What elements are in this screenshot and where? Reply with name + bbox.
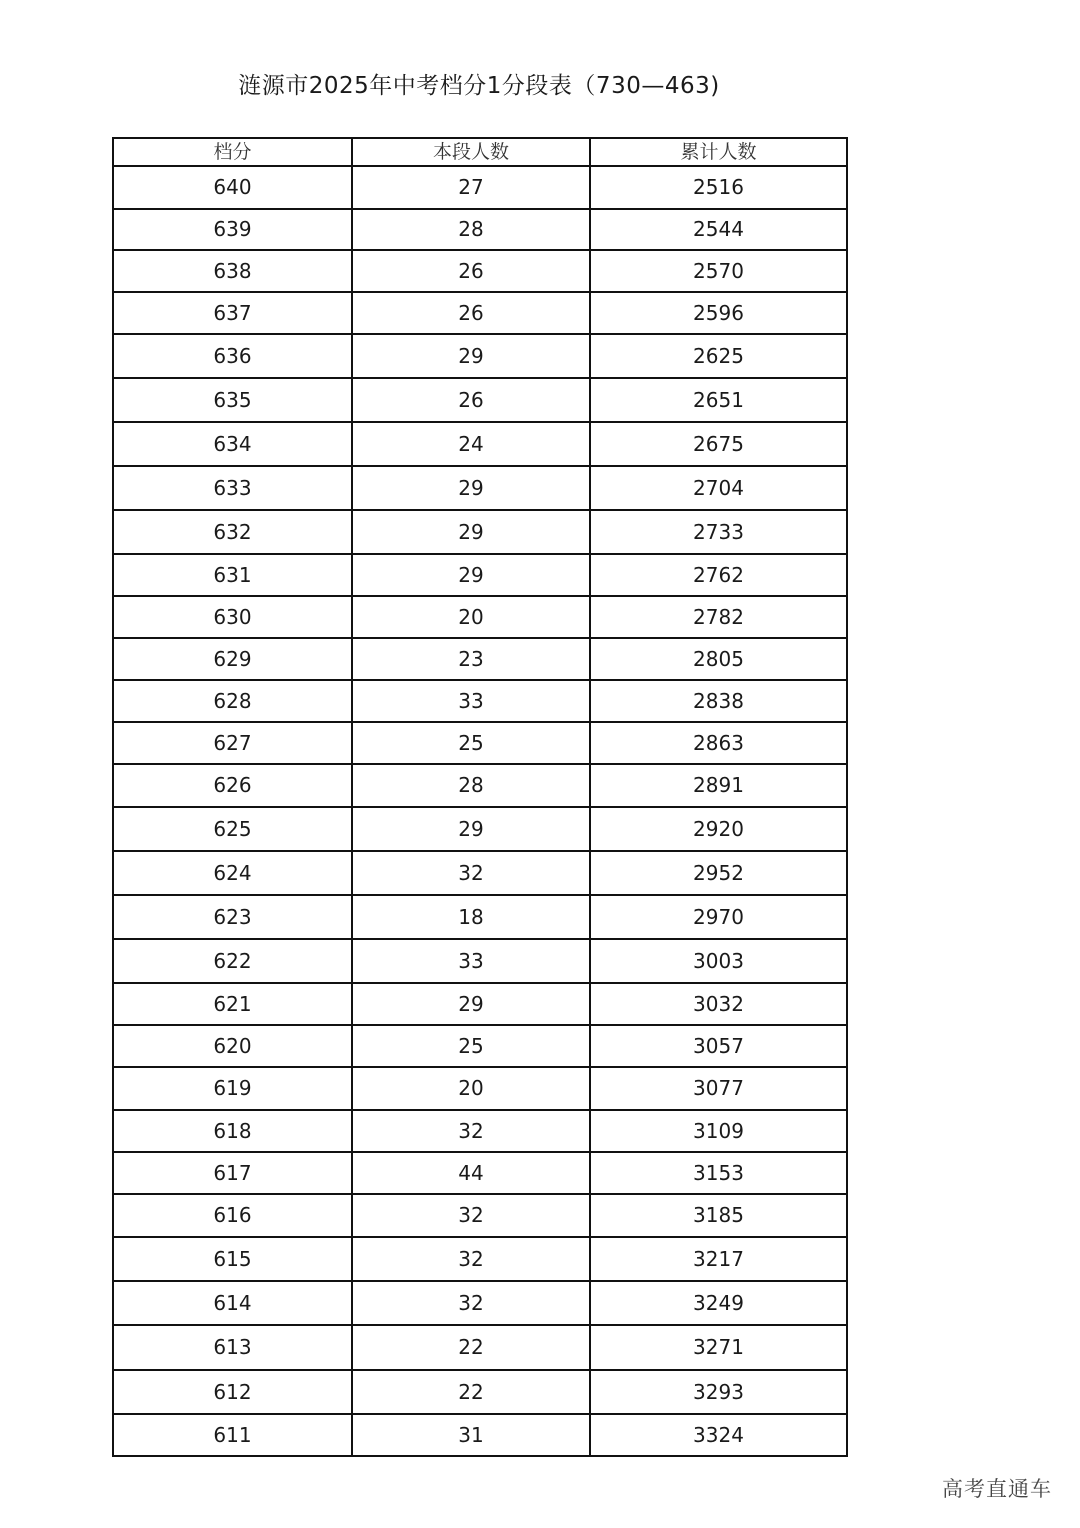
cell-segment-count: 18	[352, 895, 590, 939]
cell-segment-count: 20	[352, 596, 590, 638]
table-row	[113, 851, 847, 895]
cell-score: 618	[113, 1110, 352, 1152]
cell-segment-count: 27	[352, 166, 590, 209]
cell-cumulative-count: 2675	[590, 422, 847, 466]
cell-cumulative-count: 2838	[590, 680, 847, 722]
cell-cumulative-count: 3057	[590, 1025, 847, 1067]
cell-cumulative-count: 3324	[590, 1414, 847, 1456]
cell-segment-count: 29	[352, 466, 590, 510]
cell-score: 632	[113, 510, 352, 554]
cell-segment-count: 32	[352, 1237, 590, 1281]
cell-score: 634	[113, 422, 352, 466]
cell-score: 626	[113, 764, 352, 807]
cell-segment-count: 20	[352, 1067, 590, 1110]
cell-cumulative-count: 3153	[590, 1152, 847, 1194]
cell-score: 628	[113, 680, 352, 722]
cell-cumulative-count: 2952	[590, 851, 847, 895]
cell-segment-count: 29	[352, 554, 590, 596]
table-row	[113, 638, 847, 680]
cell-cumulative-count: 3217	[590, 1237, 847, 1281]
cell-cumulative-count: 2704	[590, 466, 847, 510]
table-row	[113, 1110, 847, 1152]
table-row	[113, 983, 847, 1025]
table-row	[113, 1025, 847, 1067]
cell-segment-count: 24	[352, 422, 590, 466]
cell-cumulative-count: 2920	[590, 807, 847, 851]
cell-segment-count: 29	[352, 334, 590, 378]
table-row	[113, 292, 847, 334]
page-title: 涟源市2025年中考档分1分段表（730—463)	[238, 73, 720, 99]
cell-cumulative-count: 2596	[590, 292, 847, 334]
cell-cumulative-count: 3185	[590, 1194, 847, 1237]
cell-cumulative-count: 3293	[590, 1370, 847, 1414]
cell-segment-count: 33	[352, 680, 590, 722]
cell-cumulative-count: 2762	[590, 554, 847, 596]
cell-score: 624	[113, 851, 352, 895]
cell-cumulative-count: 2625	[590, 334, 847, 378]
cell-score: 639	[113, 209, 352, 250]
cell-score: 627	[113, 722, 352, 764]
cell-cumulative-count: 3032	[590, 983, 847, 1025]
cell-score: 631	[113, 554, 352, 596]
cell-score: 640	[113, 166, 352, 209]
cell-score: 638	[113, 250, 352, 292]
cell-cumulative-count: 3109	[590, 1110, 847, 1152]
cell-score: 614	[113, 1281, 352, 1325]
table-row	[113, 422, 847, 466]
table-body	[113, 166, 847, 1456]
table-row	[113, 250, 847, 292]
cell-cumulative-count: 2782	[590, 596, 847, 638]
cell-cumulative-count: 3003	[590, 939, 847, 983]
cell-cumulative-count: 2863	[590, 722, 847, 764]
cell-score: 615	[113, 1237, 352, 1281]
table-row	[113, 1325, 847, 1370]
cell-cumulative-count: 2544	[590, 209, 847, 250]
cell-score: 616	[113, 1194, 352, 1237]
cell-score: 619	[113, 1067, 352, 1110]
table-row	[113, 1067, 847, 1110]
cell-cumulative-count: 2516	[590, 166, 847, 209]
table-row	[113, 596, 847, 638]
cell-segment-count: 31	[352, 1414, 590, 1456]
cell-score: 625	[113, 807, 352, 851]
table-row	[113, 554, 847, 596]
column-header-cumulative-count: 累计人数	[590, 138, 847, 166]
cell-score: 621	[113, 983, 352, 1025]
cell-score: 623	[113, 895, 352, 939]
table-row	[113, 764, 847, 807]
cell-cumulative-count: 2651	[590, 378, 847, 422]
cell-segment-count: 32	[352, 1110, 590, 1152]
table-row	[113, 895, 847, 939]
cell-score: 630	[113, 596, 352, 638]
table-row	[113, 166, 847, 209]
column-header-score: 档分	[113, 138, 352, 166]
table-row	[113, 1414, 847, 1456]
cell-segment-count: 28	[352, 209, 590, 250]
cell-score: 613	[113, 1325, 352, 1370]
table-row	[113, 1237, 847, 1281]
cell-score: 617	[113, 1152, 352, 1194]
cell-cumulative-count: 2570	[590, 250, 847, 292]
cell-score: 636	[113, 334, 352, 378]
cell-segment-count: 44	[352, 1152, 590, 1194]
table-header	[113, 138, 847, 166]
table-row	[113, 1370, 847, 1414]
cell-cumulative-count: 2733	[590, 510, 847, 554]
table-row	[113, 334, 847, 378]
cell-segment-count: 33	[352, 939, 590, 983]
cell-score: 629	[113, 638, 352, 680]
cell-segment-count: 23	[352, 638, 590, 680]
watermark: 高考直通车	[942, 1477, 1052, 1501]
cell-cumulative-count: 3249	[590, 1281, 847, 1325]
column-header-segment-count: 本段人数	[352, 138, 590, 166]
cell-segment-count: 25	[352, 722, 590, 764]
cell-segment-count: 32	[352, 851, 590, 895]
table-row	[113, 807, 847, 851]
cell-segment-count: 22	[352, 1325, 590, 1370]
table-row	[113, 1194, 847, 1237]
cell-cumulative-count: 3271	[590, 1325, 847, 1370]
table-row	[113, 1281, 847, 1325]
table-row	[113, 939, 847, 983]
table-row	[113, 209, 847, 250]
cell-segment-count: 22	[352, 1370, 590, 1414]
table-row	[113, 466, 847, 510]
cell-score: 633	[113, 466, 352, 510]
cell-segment-count: 29	[352, 807, 590, 851]
cell-segment-count: 32	[352, 1194, 590, 1237]
cell-score: 612	[113, 1370, 352, 1414]
cell-cumulative-count: 2970	[590, 895, 847, 939]
cell-segment-count: 32	[352, 1281, 590, 1325]
table-row	[113, 378, 847, 422]
cell-cumulative-count: 3077	[590, 1067, 847, 1110]
cell-score: 620	[113, 1025, 352, 1067]
table-row	[113, 680, 847, 722]
table-row	[113, 510, 847, 554]
cell-segment-count: 26	[352, 292, 590, 334]
score-table	[112, 137, 848, 1457]
cell-score: 622	[113, 939, 352, 983]
cell-segment-count: 29	[352, 510, 590, 554]
cell-segment-count: 29	[352, 983, 590, 1025]
cell-cumulative-count: 2805	[590, 638, 847, 680]
cell-score: 637	[113, 292, 352, 334]
cell-cumulative-count: 2891	[590, 764, 847, 807]
header-row	[113, 138, 847, 166]
cell-segment-count: 28	[352, 764, 590, 807]
cell-segment-count: 25	[352, 1025, 590, 1067]
cell-segment-count: 26	[352, 378, 590, 422]
cell-score: 635	[113, 378, 352, 422]
cell-segment-count: 26	[352, 250, 590, 292]
table-row	[113, 1152, 847, 1194]
cell-score: 611	[113, 1414, 352, 1456]
table-row	[113, 722, 847, 764]
